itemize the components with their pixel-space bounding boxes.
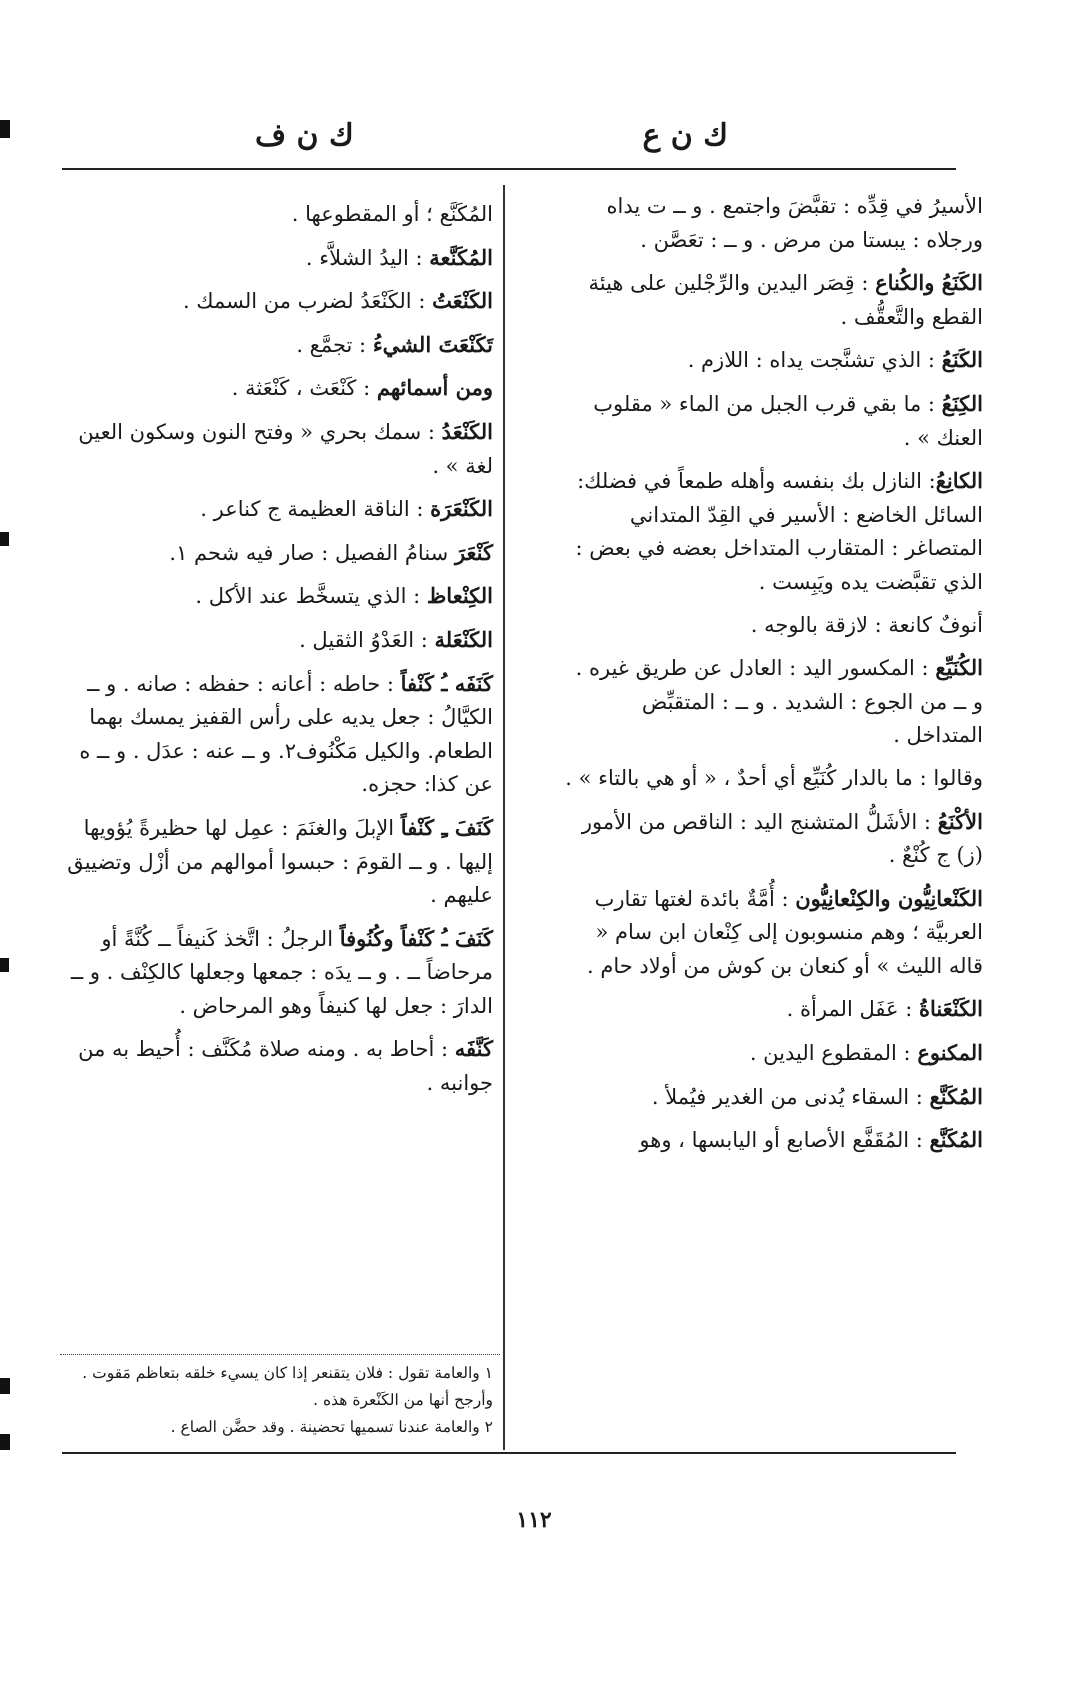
dictionary-entry (58, 922, 493, 1024)
headword: كَنَفَه ـُ كَنْفاً (400, 670, 493, 696)
dictionary-entry (58, 371, 493, 406)
headword: كَنَفَ ـُ كَنْفاً وكُنُوفاً (339, 925, 493, 951)
dictionary-entry (563, 609, 983, 643)
definition: : عَفَل المرأة . (786, 997, 919, 1022)
headword: الكَنْعَدُ (441, 418, 493, 444)
dictionary-entry (58, 667, 493, 802)
dictionary-entry (58, 1032, 493, 1100)
headword: الكَنْعَتُ (432, 288, 493, 314)
headword: الكِنَعُ (941, 390, 983, 416)
definition: : حاطه : أعانه : حفظه : صانه . و ــ الكيَّالُ : جعل يديه على رأس القفيز يمسك بهما الطعام. والكيل مَكْنُوف٢. و ــ عنه : عدَل . و ــ ه عن كذا: حجزه. (79, 671, 493, 797)
definition: : أحاط به . ومنه صلاة مُكَنَّف : أُحيط به من جوانبه . (78, 1037, 493, 1096)
dictionary-entry (563, 343, 983, 378)
definition: : المقطوع اليدين . (749, 1041, 918, 1066)
definition: : كَنْعَث ، كَنْعَثة . (231, 376, 377, 401)
definition: : سمك بحري « وفتح النون وسكون العين لغة » . (78, 419, 493, 478)
definition: الأسيرُ في قِدِّه : تقبَّضَ واجتمع . و ــ ت يداه ورجلاه : يبستا من مرض . و ــ : تعَصَّن . (606, 194, 983, 252)
column-divider (503, 185, 505, 1450)
definition: : اليدُ الشلاَّء . (305, 245, 430, 270)
definition: : الذي يتسخَّط عند الأكل . (195, 584, 427, 609)
top-rule (62, 168, 956, 170)
dictionary-entry (563, 651, 983, 753)
dictionary-entry (563, 1123, 983, 1158)
right-column (563, 190, 983, 1167)
headword: الكَنْعانِيُّون والكِنْعانِيُّون (795, 885, 983, 911)
headword: الكِنْعاظ (426, 583, 493, 609)
dictionary-entry (563, 266, 983, 334)
headword: الكَنْعَرَة (430, 496, 493, 522)
headword: المُكَنَّعة (429, 244, 493, 270)
headword: المُكَنَّع (929, 1083, 983, 1109)
definition: وقالوا : ما بالدار كُنَيِّع أي أحدٌ ، « أو هي بالتاء » . (565, 765, 983, 790)
footnotes (53, 1360, 493, 1441)
headword: الكانِعُ (935, 468, 983, 494)
definition: : أُمَّةٌ بائدة لغتها تقارب العربيَّة ؛ وهم منسوبون إلى كِنْعان ابن سام « قاله الليث » أو كنعان بن كوش من أولاد حام . (586, 886, 983, 978)
headword: الكُنَيِّع (935, 655, 983, 681)
definition: : الأشَلُّ المتشنج اليد : الناقص من الأمور (ز) ج كُنْعٌ . (581, 809, 983, 868)
dictionary-entry (58, 536, 493, 571)
definition: : المكسور اليد : العادل عن طريق غيره . و ــ من الجوع : الشديد . و ــ : المتقبِّض المتداخل . (575, 656, 983, 748)
dictionary-entry (58, 811, 493, 913)
dictionary-entry (563, 882, 983, 984)
page-number: ١١٢ (516, 1507, 552, 1533)
scan-edge-mark (0, 958, 9, 972)
left-column (58, 198, 493, 1110)
dictionary-entry (563, 762, 983, 796)
definition: : الذي تشنَّجت يداه : اللازم . (687, 348, 942, 373)
definition: : تجمَّع . (296, 332, 373, 357)
dictionary-entry (563, 190, 983, 257)
headword: الكَنَعُ (941, 347, 983, 373)
dictionary-entry (563, 1080, 983, 1115)
dictionary-entry (58, 492, 493, 527)
scan-edge-mark (0, 120, 10, 138)
definition: : المُقَفَّع الأصابع أو اليابسها ، وهو (639, 1128, 930, 1153)
definition: : الناقة العظيمة ج كناعر . (200, 497, 431, 522)
definition: الإبلَ والغنَمَ : عمِل لها حظيرةً يُؤويها إليها . و ــ القومَ : حبسوا أموالهم من أزْل وتضييق عليهم . (67, 815, 493, 908)
definition: سنامُ الفصيل : صار فيه شحم ١. (169, 540, 455, 565)
definition: : السقاء يُدنى من الغدير فيُملأ . (651, 1084, 930, 1109)
footnote-1: ١ والعامة تقول : فلان يتقنعر إذا كان يسيء خلقه بتعاظم مَقوت . وأرجح أنها من الكَنْعرة هذه . (82, 1364, 493, 1410)
dictionary-entry (58, 328, 493, 363)
headword: تَكَنْعَتَ الشيءُ (372, 331, 493, 357)
scan-edge-mark (0, 532, 9, 546)
headword: المُكَنَّع (929, 1127, 983, 1153)
definition: : قِصَر اليدين والرِّجْلين على هيئة القطع والتَّعقُّف . (588, 271, 983, 329)
dictionary-entry (563, 992, 983, 1027)
definition: : العَدْوُ الثقيل . (299, 627, 435, 652)
header-right-title: ك ن ع (642, 118, 728, 153)
header-left-title: ك ن ف (255, 118, 354, 153)
dictionary-entry (58, 623, 493, 658)
headword: الكَنْعَلة (434, 626, 493, 652)
headword: ومن أسمائهم (376, 375, 493, 401)
dictionary-entry (58, 198, 493, 232)
dictionary-entry (563, 1036, 983, 1071)
footnote-rule (60, 1354, 500, 1355)
scan-edge-mark (0, 1434, 10, 1450)
dictionary-entry (58, 415, 493, 483)
definition: : النازل بك بنفسه وأهله طمعاً في فضلك: السائل الخاضع : الأسير في القِدّ المتداني المتصاغر : المتقارب المتداخل بعضه في بعض : الذي تقبَّضت يده ويَبِست . (575, 469, 983, 594)
definition: : ما بقي قرب الجبل من الماء « مقلوب العنك » . (593, 391, 983, 450)
headword: كَنَّفَه (454, 1036, 493, 1062)
headword: الأكْنَعُ (937, 808, 983, 834)
headword: الكَنَعُ والكُناع (875, 270, 983, 296)
dictionary-entry (563, 805, 983, 873)
dictionary-entry (58, 284, 493, 319)
definition: أنوفٌ كانعة : لازقة بالوجه . (750, 612, 983, 637)
footnote-2: ٢ والعامة عندنا تسميها تحضينة . وقد حضَّن الصاع . (170, 1418, 493, 1437)
headword: الكَنْعَناةُ (918, 996, 983, 1022)
headword: كَنْعَرَ (454, 539, 493, 565)
bottom-rule (62, 1452, 956, 1454)
definition: المُكَنَّع ؛ أو المقطوعها . (291, 202, 493, 226)
headword: المكنوع (917, 1040, 983, 1066)
dictionary-entry (563, 464, 983, 599)
definition: : الكَنْعَدُ لضرب من السمك . (182, 289, 433, 314)
dictionary-entry (563, 387, 983, 455)
headword: كَنَفَ ـِ كَنْفاً (400, 814, 493, 840)
definition: الرجلُ : اتَّخذ كَنيفاً ــ كُنَّةً أو مرحاضاً ــ . و ــ يدَه : جمعها وجعلها كالكِنْف . و ــ الدارَ : جعل لها كنيفاً وهو المرحاض . (70, 926, 493, 1018)
scan-edge-mark (0, 1378, 10, 1394)
dictionary-entry (58, 579, 493, 614)
dictionary-entry (58, 241, 493, 276)
